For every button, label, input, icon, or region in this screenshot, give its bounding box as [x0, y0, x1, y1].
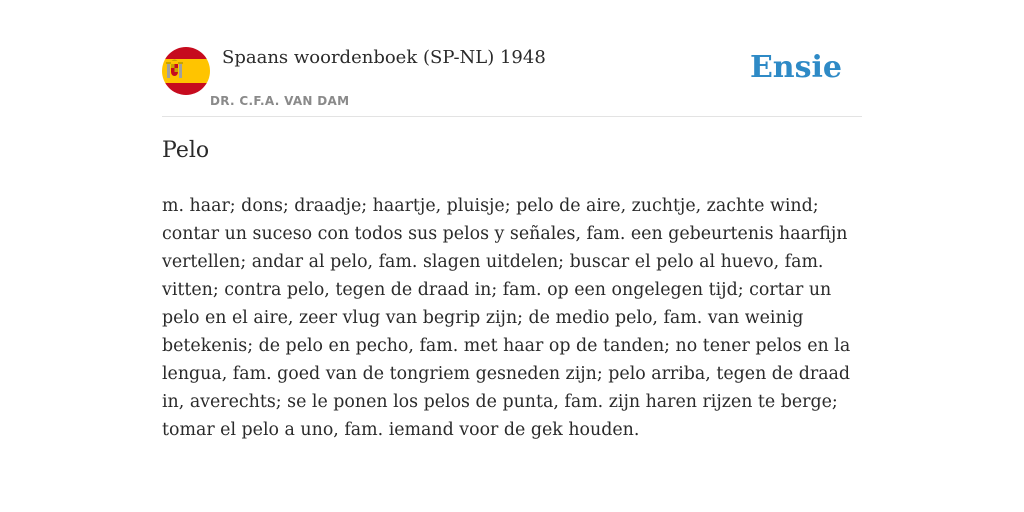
- dictionary-title[interactable]: Spaans woordenboek (SP-NL) 1948: [222, 47, 546, 68]
- entry-definition: m. haar; dons; draadje; haartje, pluisje; pelo de aire, zuchtje, zachte wind; contar un suceso con todos sus pelos y señales, fam. een gebeurtenis haarfijn vertellen; andar al pelo, fam. slagen uitdelen; buscar el pelo al huevo, fam. vitten; contra pelo, tegen de draad in; fam. op een ongelegen tijd; cortar un pelo en el aire, zeer vlug van begrip zijn; de medio pelo, fam. van weinig betekenis; de pelo en pecho, fam. met haar op de tanden; no tener pelos en la lengua, fam. goed van de tongriem gesneden zijn; pelo arriba, tegen de draad in, averechts; se le ponen los pelos de punta, fam. zijn haren rijzen te berge; tomar el pelo a uno, fam. iemand voor de gek houden.: [162, 196, 851, 440]
- dictionary-header: [162, 44, 862, 117]
- entry-word: Pelo: [162, 138, 210, 163]
- spain-flag-icon: [162, 47, 210, 95]
- ensie-logo[interactable]: Ensie: [749, 50, 842, 85]
- dictionary-author: DR. C.F.A. VAN DAM: [210, 94, 350, 108]
